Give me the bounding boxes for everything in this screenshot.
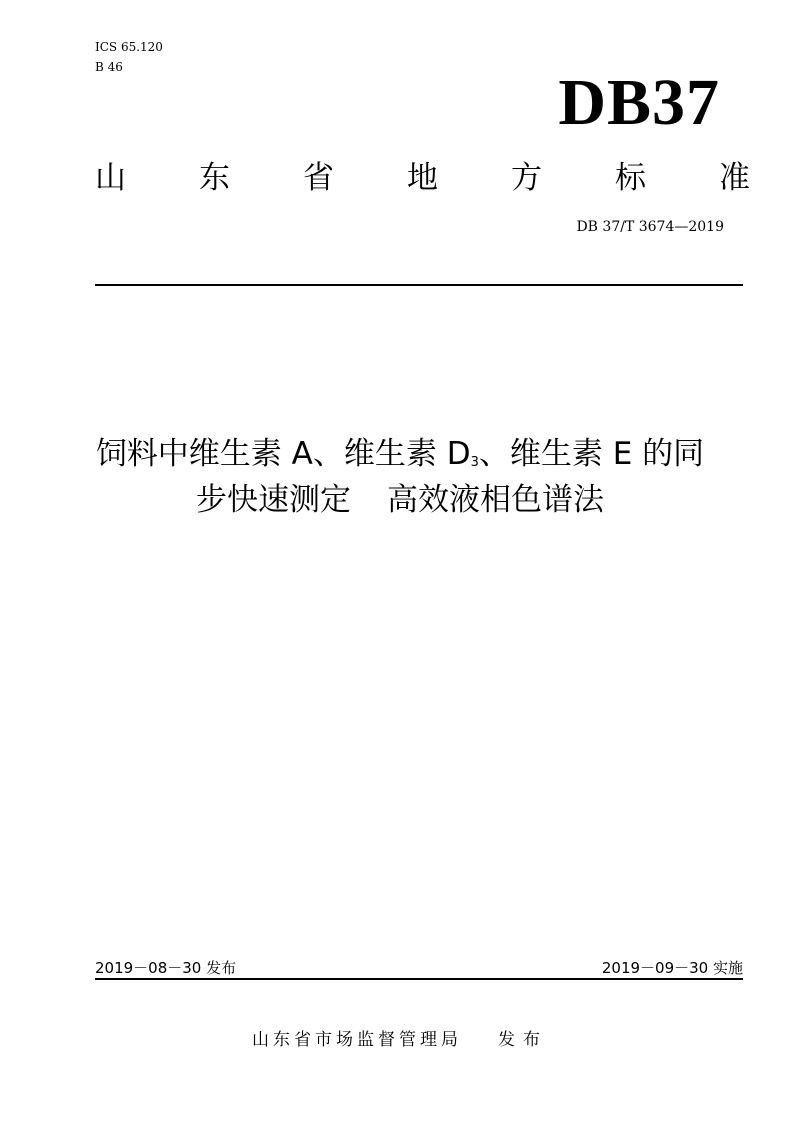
standard-type-char: 地 bbox=[407, 160, 438, 196]
standard-type-char: 省 bbox=[303, 160, 334, 196]
title-method: 高效液相色谱法 bbox=[387, 482, 604, 518]
standard-type-char: 东 bbox=[199, 160, 230, 196]
standard-type-char: 准 bbox=[719, 160, 750, 196]
standard-type-char: 标 bbox=[615, 160, 646, 196]
title-line-1 bbox=[0, 433, 800, 475]
title-line-2 bbox=[0, 479, 800, 521]
standard-type bbox=[95, 158, 750, 198]
bottom-divider bbox=[95, 978, 743, 980]
issuer-action: 发布 bbox=[498, 1030, 548, 1050]
title-subscript: 3 bbox=[470, 455, 479, 470]
title-text: 步快速测定 bbox=[196, 482, 351, 518]
implementation-date: 2019－09－30 实施 bbox=[601, 959, 743, 977]
ccs-code: B 46 bbox=[95, 60, 123, 74]
issue-date: 2019－08－30 发布 bbox=[95, 959, 237, 977]
standard-code: DB37 bbox=[558, 66, 720, 139]
ics-code: ICS 65.120 bbox=[95, 40, 163, 54]
issuer-name: 山东省市场监督管理局 bbox=[252, 1030, 462, 1050]
standard-type-char: 山 bbox=[95, 160, 126, 196]
top-divider bbox=[95, 284, 743, 286]
title-text: 、维生素 E 的同 bbox=[478, 436, 705, 472]
standard-number: DB 37/T 3674—2019 bbox=[576, 219, 724, 235]
issuer-row bbox=[0, 1028, 800, 1052]
title-text: 饲料中维生素 A、维生素 D bbox=[95, 436, 471, 472]
standard-type-char: 方 bbox=[511, 160, 542, 196]
